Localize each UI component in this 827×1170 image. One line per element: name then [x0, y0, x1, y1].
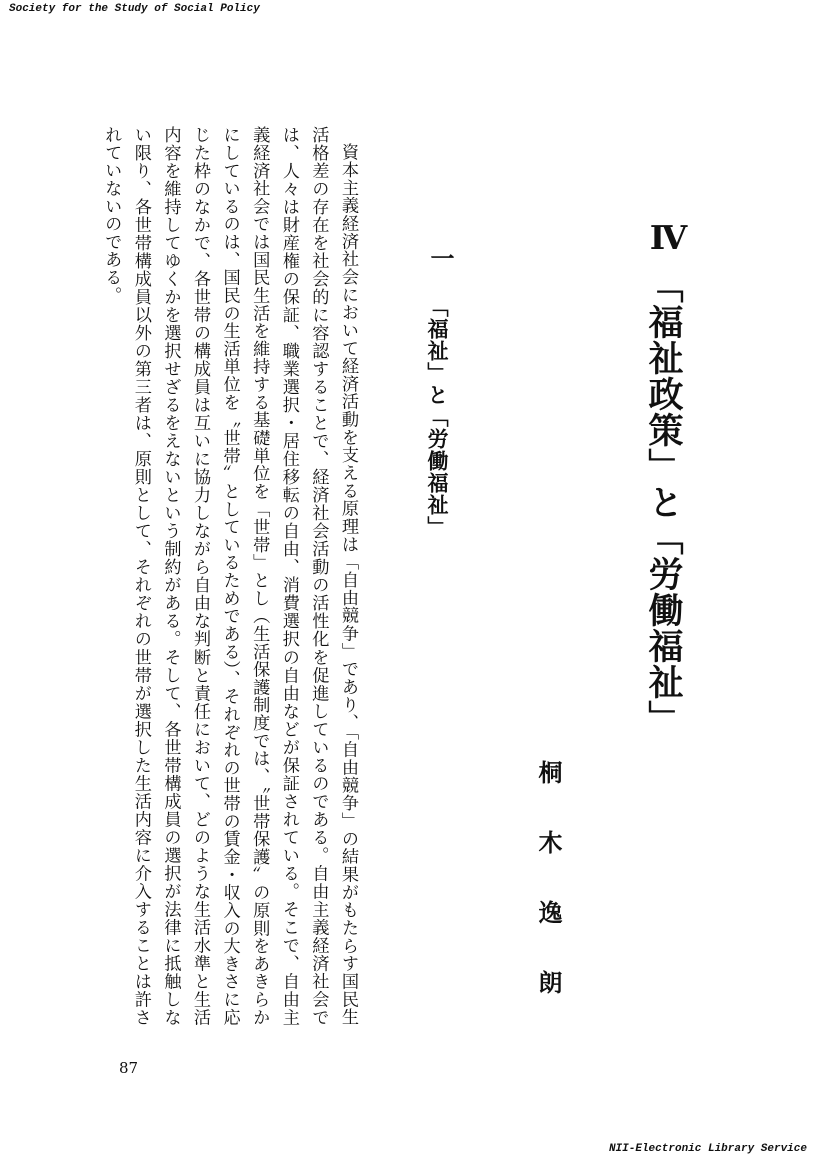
society-header: Society for the Study of Social Policy — [9, 3, 260, 15]
library-service-footer: NII-Electronic Library Service — [608, 1143, 807, 1155]
page-number: 87 — [119, 1059, 139, 1077]
section-title: 「福祉」と「労働福祉」 — [425, 296, 450, 538]
author-name: 桐木逸朗 — [534, 760, 563, 1040]
chapter-title: 「福祉政策」と「労働福祉」 — [643, 268, 684, 736]
chapter-number: Ⅳ — [649, 218, 688, 257]
body-paragraph: 資本主義経済社会において経済活動を支える原理は「自由競争」であり、「自由競争」の結果がもたらす国民生活格差の存在を社会的に容認することで、経済社会活動の活性化を促進しているのである。自由主義経済社会では、人々は財産権の保証、職業選択・居住移転の自由、消費選択の自由などが保証されている。そこで、自由主義経済社会では国民生活を維持する基礎単位を「世帯」とし（生活保護制度では、〝世帯保護〟の原則をあきらかにしているのは、国民の生活単位を〝世帯〟としているためである）、それぞれの世帯の賃金・収入の大きさに応じた枠のなかで、各世帯の構成員は互いに協力しながら自由な判断と責任において、どのような生活水準と生活内容を維持してゆくかを選択せざるをえないという制約がある。そして、各世帯構成員の選択が法律に抵触しない限り、各世帯構成員以外の第三者は、原則として、それぞれの世帯が選択した生活内容に介入することは許されていないのである。 — [101, 126, 358, 1026]
section-number: 一 — [426, 246, 455, 270]
